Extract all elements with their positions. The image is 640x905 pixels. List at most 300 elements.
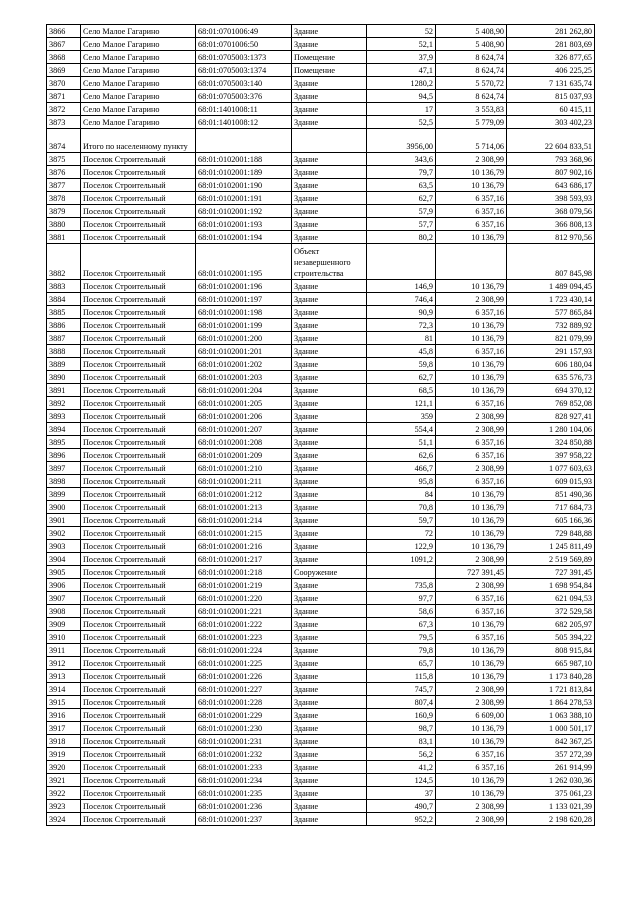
- area-cell: 79,7: [367, 166, 436, 179]
- row-number: 3893: [47, 410, 81, 423]
- table-row: [47, 179, 595, 192]
- area-cell: 1091,2: [367, 553, 436, 566]
- object-type-cell: Здание: [292, 449, 367, 462]
- cadastral-value-cell: 60 415,11: [507, 103, 595, 116]
- unit-value-cell: 6 357,16: [436, 475, 507, 488]
- cadastral-value-cell: 303 402,23: [507, 116, 595, 129]
- cadastral-number-cell: 68:01:1401008:11: [196, 103, 292, 116]
- unit-value-cell: 10 136,79: [436, 179, 507, 192]
- cadastral-number-cell: 68:01:0705003:376: [196, 90, 292, 103]
- cadastral-number-cell: 68:01:0102001:231: [196, 735, 292, 748]
- locality-cell: Поселок Строительный: [81, 696, 196, 709]
- object-type-cell: Здание: [292, 192, 367, 205]
- cadastral-number-cell: 68:01:0701006:50: [196, 38, 292, 51]
- table-row: [47, 371, 595, 384]
- locality-cell: Поселок Строительный: [81, 153, 196, 166]
- unit-value-cell: 6 357,16: [436, 761, 507, 774]
- object-type-cell: Здание: [292, 618, 367, 631]
- table-row: [47, 553, 595, 566]
- table-body: [47, 25, 595, 826]
- row-number: 3876: [47, 166, 81, 179]
- table-row: [47, 605, 595, 618]
- unit-value-cell: 6 609,00: [436, 709, 507, 722]
- cadastral-value-cell: 22 604 833,51: [507, 129, 595, 153]
- unit-value-cell: 8 624,74: [436, 90, 507, 103]
- cadastral-value-cell: 828 927,41: [507, 410, 595, 423]
- cadastral-value-cell: 291 157,93: [507, 345, 595, 358]
- locality-cell: Поселок Строительный: [81, 218, 196, 231]
- table-row: [47, 514, 595, 527]
- cadastral-number-cell: 68:01:0102001:223: [196, 631, 292, 644]
- table-row: [47, 51, 595, 64]
- locality-cell: Село Малое Гагарино: [81, 51, 196, 64]
- locality-cell: Поселок Строительный: [81, 722, 196, 735]
- locality-cell: Поселок Строительный: [81, 813, 196, 826]
- cadastral-value-cell: 769 852,08: [507, 397, 595, 410]
- cadastral-number-cell: 68:01:0102001:221: [196, 605, 292, 618]
- unit-value-cell: 6 357,16: [436, 436, 507, 449]
- cadastral-number-cell: 68:01:0102001:234: [196, 774, 292, 787]
- table-row: [47, 218, 595, 231]
- row-number: 3909: [47, 618, 81, 631]
- row-number: 3917: [47, 722, 81, 735]
- object-type-cell: Здание: [292, 527, 367, 540]
- row-number: 3904: [47, 553, 81, 566]
- table-row: [47, 488, 595, 501]
- cadastral-number-cell: 68:01:0102001:188: [196, 153, 292, 166]
- cadastral-number-cell: 68:01:0102001:198: [196, 306, 292, 319]
- cadastral-number-cell: 68:01:0102001:190: [196, 179, 292, 192]
- object-type-cell: Здание: [292, 371, 367, 384]
- locality-cell: Поселок Строительный: [81, 449, 196, 462]
- cadastral-value-cell: 1 000 501,17: [507, 722, 595, 735]
- cadastral-value-cell: 1 723 430,14: [507, 293, 595, 306]
- object-type-cell: Здание: [292, 319, 367, 332]
- table-row: [47, 475, 595, 488]
- unit-value-cell: 5 408,90: [436, 25, 507, 38]
- cadastral-value-cell: 1 489 094,45: [507, 280, 595, 293]
- unit-value-cell: 10 136,79: [436, 332, 507, 345]
- table-row: [47, 683, 595, 696]
- object-type-cell: Здание: [292, 761, 367, 774]
- locality-cell: Поселок Строительный: [81, 179, 196, 192]
- locality-cell: Поселок Строительный: [81, 205, 196, 218]
- object-type-cell: Здание: [292, 397, 367, 410]
- unit-value-cell: 8 624,74: [436, 64, 507, 77]
- area-cell: 62,6: [367, 449, 436, 462]
- area-cell: 72,3: [367, 319, 436, 332]
- cadastral-number-cell: 68:01:0701006:49: [196, 25, 292, 38]
- locality-cell: Поселок Строительный: [81, 280, 196, 293]
- cadastral-number-cell: 68:01:0102001:230: [196, 722, 292, 735]
- row-number: 3903: [47, 540, 81, 553]
- locality-cell: Поселок Строительный: [81, 774, 196, 787]
- row-number: 3920: [47, 761, 81, 774]
- table-row: [47, 25, 595, 38]
- unit-value-cell: 2 308,99: [436, 293, 507, 306]
- area-cell: 56,2: [367, 748, 436, 761]
- object-type-cell: Здание: [292, 592, 367, 605]
- cadastral-value-cell: 732 889,92: [507, 319, 595, 332]
- cadastral-number-cell: 68:01:0705003:1374: [196, 64, 292, 77]
- cadastral-number-cell: 68:01:0102001:228: [196, 696, 292, 709]
- area-cell: 83,1: [367, 735, 436, 748]
- area-cell: 59,8: [367, 358, 436, 371]
- unit-value-cell: 10 136,79: [436, 384, 507, 397]
- row-number: 3907: [47, 592, 81, 605]
- area-cell: 359: [367, 410, 436, 423]
- cadastral-value-table: [46, 24, 595, 826]
- cadastral-number-cell: 68:01:0102001:208: [196, 436, 292, 449]
- row-number: 3868: [47, 51, 81, 64]
- locality-cell: Село Малое Гагарино: [81, 90, 196, 103]
- object-type-cell: Здание: [292, 332, 367, 345]
- row-number: 3875: [47, 153, 81, 166]
- cadastral-value-cell: 807 902,16: [507, 166, 595, 179]
- object-type-cell: Здание: [292, 179, 367, 192]
- cadastral-number-cell: 68:01:0102001:194: [196, 231, 292, 244]
- table-row: [47, 800, 595, 813]
- locality-cell: Поселок Строительный: [81, 488, 196, 501]
- unit-value-cell: 2 308,99: [436, 696, 507, 709]
- unit-value-cell: 10 136,79: [436, 231, 507, 244]
- cadastral-number-cell: 68:01:0102001:235: [196, 787, 292, 800]
- cadastral-value-cell: 717 684,73: [507, 501, 595, 514]
- unit-value-cell: 5 408,90: [436, 38, 507, 51]
- row-number: 3918: [47, 735, 81, 748]
- unit-value-cell: 6 357,16: [436, 605, 507, 618]
- row-number: 3881: [47, 231, 81, 244]
- locality-cell: Поселок Строительный: [81, 293, 196, 306]
- area-cell: 57,7: [367, 218, 436, 231]
- table-row: [47, 696, 595, 709]
- unit-value-cell: 2 308,99: [436, 813, 507, 826]
- object-type-cell: Здание: [292, 514, 367, 527]
- area-cell: 160,9: [367, 709, 436, 722]
- locality-cell: Поселок Строительный: [81, 345, 196, 358]
- cadastral-number-cell: 68:01:0102001:226: [196, 670, 292, 683]
- cadastral-value-cell: 368 079,56: [507, 205, 595, 218]
- locality-cell: Поселок Строительный: [81, 553, 196, 566]
- unit-value-cell: 6 357,16: [436, 397, 507, 410]
- row-number: 3902: [47, 527, 81, 540]
- object-type-cell: Здание: [292, 813, 367, 826]
- table-row: [47, 319, 595, 332]
- cadastral-number-cell: 68:01:0102001:236: [196, 800, 292, 813]
- row-number: 3905: [47, 566, 81, 579]
- table-row: [47, 90, 595, 103]
- object-type-cell: Сооружение: [292, 566, 367, 579]
- cadastral-number-cell: 68:01:0102001:217: [196, 553, 292, 566]
- table-row: [47, 192, 595, 205]
- object-type-cell: Здание: [292, 423, 367, 436]
- object-type-cell: Здание: [292, 462, 367, 475]
- area-cell: 807,4: [367, 696, 436, 709]
- table-row: [47, 280, 595, 293]
- area-cell: 45,8: [367, 345, 436, 358]
- cadastral-number-cell: 68:01:0102001:196: [196, 280, 292, 293]
- cadastral-value-cell: 2 198 620,28: [507, 813, 595, 826]
- cadastral-number-cell: 68:01:0102001:191: [196, 192, 292, 205]
- area-cell: 51,1: [367, 436, 436, 449]
- locality-cell: Поселок Строительный: [81, 735, 196, 748]
- locality-cell: Село Малое Гагарино: [81, 25, 196, 38]
- row-number: 3872: [47, 103, 81, 116]
- cadastral-value-cell: 815 037,93: [507, 90, 595, 103]
- cadastral-number-cell: 68:01:0102001:210: [196, 462, 292, 475]
- object-type-cell: Здание: [292, 306, 367, 319]
- cadastral-value-cell: 606 180,04: [507, 358, 595, 371]
- locality-cell: Поселок Строительный: [81, 631, 196, 644]
- unit-value-cell: 10 136,79: [436, 735, 507, 748]
- area-cell: 37,9: [367, 51, 436, 64]
- cadastral-value-cell: 821 079,99: [507, 332, 595, 345]
- locality-cell: Поселок Строительный: [81, 192, 196, 205]
- cadastral-value-cell: 1 077 603,63: [507, 462, 595, 475]
- area-cell: 90,9: [367, 306, 436, 319]
- table-row: [47, 116, 595, 129]
- unit-value-cell: 10 136,79: [436, 280, 507, 293]
- object-type-cell: Здание: [292, 358, 367, 371]
- table-row: [47, 306, 595, 319]
- unit-value-cell: 2 308,99: [436, 153, 507, 166]
- table-row: [47, 670, 595, 683]
- table-row: [47, 410, 595, 423]
- cadastral-value-document: [46, 24, 595, 826]
- cadastral-number-cell: 68:01:0102001:213: [196, 501, 292, 514]
- locality-cell: Поселок Строительный: [81, 605, 196, 618]
- cadastral-value-cell: 1 864 278,53: [507, 696, 595, 709]
- area-cell: 79,5: [367, 631, 436, 644]
- area-cell: 58,6: [367, 605, 436, 618]
- area-cell: 745,7: [367, 683, 436, 696]
- table-row: [47, 231, 595, 244]
- locality-cell: Поселок Строительный: [81, 579, 196, 592]
- object-type-cell: Здание: [292, 231, 367, 244]
- locality-cell: Итого по населенному пункту: [81, 129, 196, 153]
- row-number: 3910: [47, 631, 81, 644]
- row-number: 3898: [47, 475, 81, 488]
- locality-cell: Село Малое Гагарино: [81, 116, 196, 129]
- cadastral-number-cell: 68:01:0102001:214: [196, 514, 292, 527]
- area-cell: 81: [367, 332, 436, 345]
- locality-cell: Село Малое Гагарино: [81, 64, 196, 77]
- table-row: [47, 423, 595, 436]
- row-number: 3890: [47, 371, 81, 384]
- row-number: 3886: [47, 319, 81, 332]
- cadastral-value-cell: 326 877,65: [507, 51, 595, 64]
- locality-cell: Поселок Строительный: [81, 501, 196, 514]
- object-type-cell: Здание: [292, 205, 367, 218]
- area-cell: 57,9: [367, 205, 436, 218]
- object-type-cell: Здание: [292, 436, 367, 449]
- object-type-cell: Здание: [292, 553, 367, 566]
- locality-cell: Поселок Строительный: [81, 244, 196, 280]
- table-row: [47, 205, 595, 218]
- cadastral-number-cell: 68:01:0102001:197: [196, 293, 292, 306]
- unit-value-cell: 6 357,16: [436, 218, 507, 231]
- locality-cell: Поселок Строительный: [81, 475, 196, 488]
- row-number: 3895: [47, 436, 81, 449]
- unit-value-cell: 2 308,99: [436, 423, 507, 436]
- row-number: 3878: [47, 192, 81, 205]
- row-number: 3915: [47, 696, 81, 709]
- unit-value-cell: 2 308,99: [436, 462, 507, 475]
- cadastral-number-cell: 68:01:0102001:192: [196, 205, 292, 218]
- cadastral-value-cell: 2 519 569,89: [507, 553, 595, 566]
- object-type-cell: Здание: [292, 644, 367, 657]
- row-number: 3879: [47, 205, 81, 218]
- object-type-cell: Здание: [292, 25, 367, 38]
- row-number: 3870: [47, 77, 81, 90]
- object-type-cell: Здание: [292, 540, 367, 553]
- cadastral-number-cell: 68:01:0102001:237: [196, 813, 292, 826]
- cadastral-value-cell: 807 845,98: [507, 244, 595, 280]
- unit-value-cell: 8 624,74: [436, 51, 507, 64]
- row-number: 3874: [47, 129, 81, 153]
- object-type-cell: Здание: [292, 345, 367, 358]
- locality-cell: Поселок Строительный: [81, 709, 196, 722]
- cadastral-number-cell: 68:01:0102001:219: [196, 579, 292, 592]
- locality-cell: Поселок Строительный: [81, 231, 196, 244]
- cadastral-value-cell: 1 245 811,49: [507, 540, 595, 553]
- cadastral-value-cell: 7 131 635,74: [507, 77, 595, 90]
- area-cell: 97,7: [367, 592, 436, 605]
- object-type-cell: Здание: [292, 410, 367, 423]
- row-number: 3906: [47, 579, 81, 592]
- area-cell: 37: [367, 787, 436, 800]
- unit-value-cell: 5 779,09: [436, 116, 507, 129]
- unit-value-cell: 10 136,79: [436, 166, 507, 179]
- cadastral-number-cell: 68:01:0705003:1373: [196, 51, 292, 64]
- cadastral-value-cell: 505 394,22: [507, 631, 595, 644]
- area-cell: 94,5: [367, 90, 436, 103]
- table-row: [47, 735, 595, 748]
- row-number: 3913: [47, 670, 81, 683]
- unit-value-cell: 2 308,99: [436, 410, 507, 423]
- cadastral-number-cell: 68:01:0102001:232: [196, 748, 292, 761]
- cadastral-number-cell: 68:01:0102001:202: [196, 358, 292, 371]
- object-type-cell: Здание: [292, 488, 367, 501]
- row-number: 3887: [47, 332, 81, 345]
- cadastral-number-cell: 68:01:0102001:206: [196, 410, 292, 423]
- locality-cell: Поселок Строительный: [81, 566, 196, 579]
- area-cell: [367, 244, 436, 280]
- unit-value-cell: 6 357,16: [436, 748, 507, 761]
- table-row: [47, 77, 595, 90]
- cadastral-number-cell: 68:01:0102001:204: [196, 384, 292, 397]
- cadastral-number-cell: 68:01:0102001:200: [196, 332, 292, 345]
- unit-value-cell: 10 136,79: [436, 540, 507, 553]
- cadastral-number-cell: 68:01:1401008:12: [196, 116, 292, 129]
- row-number: 3882: [47, 244, 81, 280]
- object-type-cell: Здание: [292, 683, 367, 696]
- row-number: 3923: [47, 800, 81, 813]
- locality-cell: Поселок Строительный: [81, 800, 196, 813]
- area-cell: 80,2: [367, 231, 436, 244]
- area-cell: [367, 566, 436, 579]
- row-number: 3894: [47, 423, 81, 436]
- cadastral-value-cell: 635 576,73: [507, 371, 595, 384]
- table-row: [47, 244, 595, 280]
- row-number: 3914: [47, 683, 81, 696]
- cadastral-value-cell: 577 865,84: [507, 306, 595, 319]
- area-cell: 68,5: [367, 384, 436, 397]
- area-cell: 95,8: [367, 475, 436, 488]
- row-number: 3883: [47, 280, 81, 293]
- row-number: 3900: [47, 501, 81, 514]
- cadastral-value-cell: 842 367,25: [507, 735, 595, 748]
- cadastral-value-cell: 851 490,36: [507, 488, 595, 501]
- table-row: [47, 103, 595, 116]
- cadastral-value-cell: 397 958,22: [507, 449, 595, 462]
- area-cell: 59,7: [367, 514, 436, 527]
- cadastral-value-cell: 1 721 813,84: [507, 683, 595, 696]
- object-type-cell: Здание: [292, 696, 367, 709]
- object-type-cell: Помещение: [292, 51, 367, 64]
- locality-cell: Поселок Строительный: [81, 332, 196, 345]
- row-number: 3897: [47, 462, 81, 475]
- unit-value-cell: 6 357,16: [436, 192, 507, 205]
- area-cell: 146,9: [367, 280, 436, 293]
- cadastral-number-cell: 68:01:0102001:222: [196, 618, 292, 631]
- unit-value-cell: 2 308,99: [436, 553, 507, 566]
- row-number: 3922: [47, 787, 81, 800]
- object-type-cell: Здание: [292, 90, 367, 103]
- cadastral-number-cell: 68:01:0102001:201: [196, 345, 292, 358]
- locality-cell: Село Малое Гагарино: [81, 38, 196, 51]
- unit-value-cell: 6 357,16: [436, 631, 507, 644]
- area-cell: 124,5: [367, 774, 436, 787]
- row-number: 3869: [47, 64, 81, 77]
- cadastral-number-cell: 68:01:0102001:203: [196, 371, 292, 384]
- area-cell: 72: [367, 527, 436, 540]
- locality-cell: Поселок Строительный: [81, 319, 196, 332]
- unit-value-cell: 3 553,83: [436, 103, 507, 116]
- object-type-cell: Здание: [292, 116, 367, 129]
- cadastral-number-cell: 68:01:0102001:209: [196, 449, 292, 462]
- object-type-cell: Здание: [292, 722, 367, 735]
- area-cell: 79,8: [367, 644, 436, 657]
- locality-cell: Поселок Строительный: [81, 166, 196, 179]
- area-cell: 746,4: [367, 293, 436, 306]
- unit-value-cell: 10 136,79: [436, 527, 507, 540]
- table-row: [47, 293, 595, 306]
- row-number: 3873: [47, 116, 81, 129]
- cadastral-value-cell: 609 015,93: [507, 475, 595, 488]
- unit-value-cell: 10 136,79: [436, 644, 507, 657]
- object-type-cell: Здание: [292, 166, 367, 179]
- object-type-cell: Объект незавершенного строительства: [292, 244, 367, 280]
- table-row: [47, 38, 595, 51]
- row-number: 3867: [47, 38, 81, 51]
- area-cell: 52: [367, 25, 436, 38]
- area-cell: 47,1: [367, 64, 436, 77]
- cadastral-value-cell: 793 368,96: [507, 153, 595, 166]
- cadastral-number-cell: 68:01:0102001:212: [196, 488, 292, 501]
- area-cell: 554,4: [367, 423, 436, 436]
- object-type-cell: Здание: [292, 475, 367, 488]
- locality-cell: Поселок Строительный: [81, 683, 196, 696]
- table-row: [47, 540, 595, 553]
- unit-value-cell: 10 136,79: [436, 670, 507, 683]
- unit-value-cell: 10 136,79: [436, 488, 507, 501]
- area-cell: 67,3: [367, 618, 436, 631]
- object-type-cell: Здание: [292, 293, 367, 306]
- cadastral-number-cell: 68:01:0102001:215: [196, 527, 292, 540]
- object-type-cell: Здание: [292, 800, 367, 813]
- table-row: [47, 358, 595, 371]
